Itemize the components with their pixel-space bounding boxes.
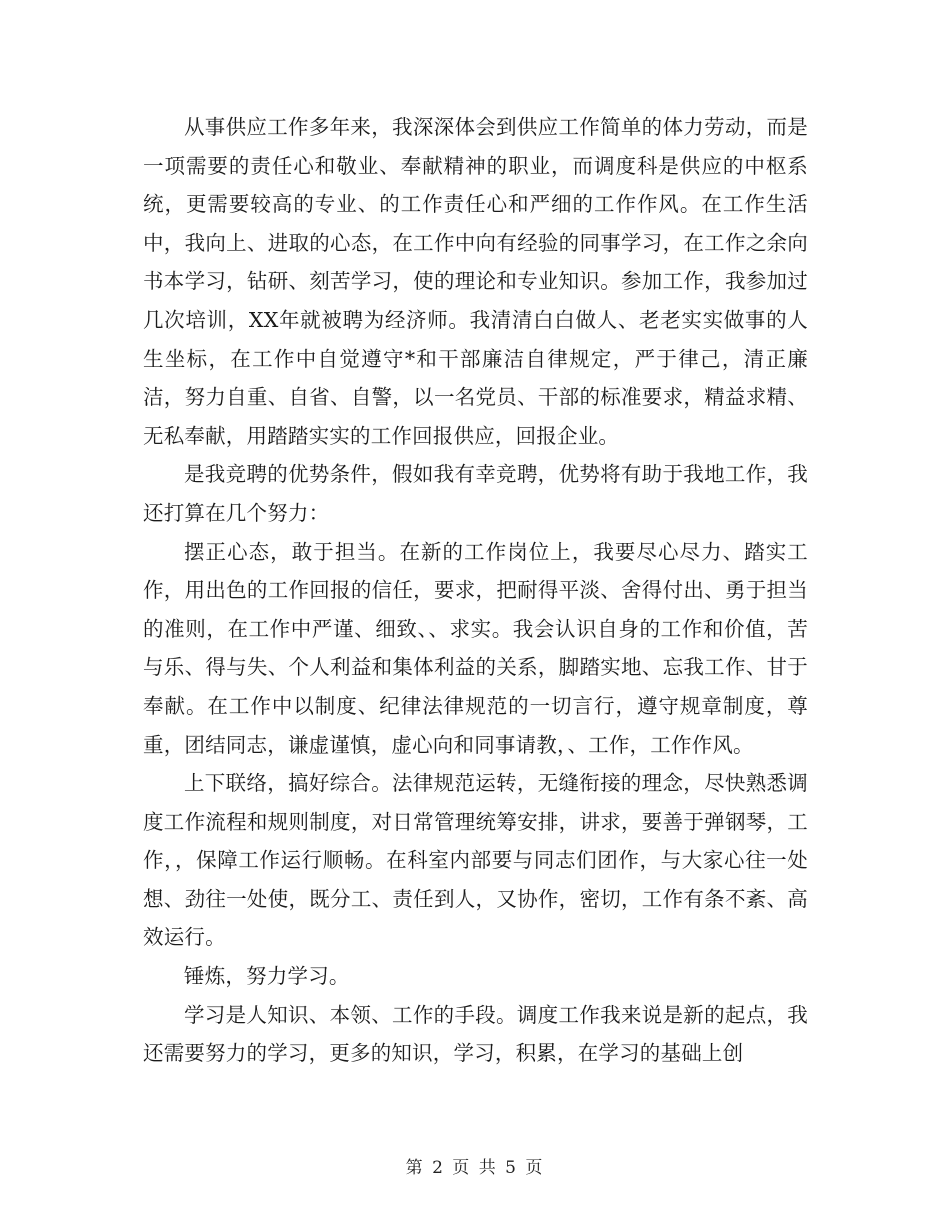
paragraph-2: 是我竞聘的优势条件，假如我有幸竞聘，优势将有助于我地工作，我还打算在几个努力：	[143, 462, 808, 525]
paragraph-6: 学习是人知识、本领、工作的手段。调度工作我来说是新的起点，我还需要努力的学习，更多的知识，学习，积累，在学习的基础上创	[143, 1002, 808, 1066]
paragraph-3: 摆正心态，敢于担当。在新的工作岗位上，我要尽心尽力、踏实工作，用出色的工作回报的信任，要求，把耐得平淡、舍得付出、勇于担当的准则，在工作中严谨、细致、、求实。我会认识自身的工作和价值，苦与乐、得与失、个人利益和集体利益的关系，脚踏实地、忘我工作、甘于奉献。在工作中以制度、纪律法律规范的一切言行，遵守规章制度，尊重，团结同志，谦虚谨慎，虚心向和同事请教，、工作，工作作风。	[143, 539, 808, 757]
paragraph-4: 上下联络，搞好综合。法律规范运转，无缝衔接的理念，尽快熟悉调度工作流程和规则制度，对日常管理统筹安排，讲求，要善于弹钢琴，工作，，保障工作运行顺畅。在科室内部要与同志们团作，与大家心往一处想、劲往一处使，既分工、责任到人，又协作，密切，工作有条不紊、高效运行。	[143, 771, 808, 950]
paragraph-1: 从事供应工作多年来，我深深体会到供应工作简单的体力劳动，而是一项需要的责任心和敬业、奉献精神的职业，而调度科是供应的中枢系统，更需要较高的专业、的工作责任心和严细的工作作风。在工作生活中，我向上、进取的心态，在工作中向有经验的同事学习，在工作之余向书本学习，钻研、刻苦学习，使的理论和专业知识。参加工作，我参加过几次培训，XX年就被聘为经济师。我清清白白做人、老老实实做事的人生坐标，在工作中自觉遵守*和干部廉洁自律规定，严于律己，清正廉洁，努力自重、自省、自警，以一名党员、干部的标准要求，精益求精、无私奉献，用踏踏实实的工作回报供应，回报企业。	[143, 115, 808, 448]
body-text	[143, 108, 808, 1073]
paragraph-5: 锤炼，努力学习。	[184, 964, 350, 989]
page-footer: 第 2 页 共 5 页	[405, 1158, 545, 1178]
